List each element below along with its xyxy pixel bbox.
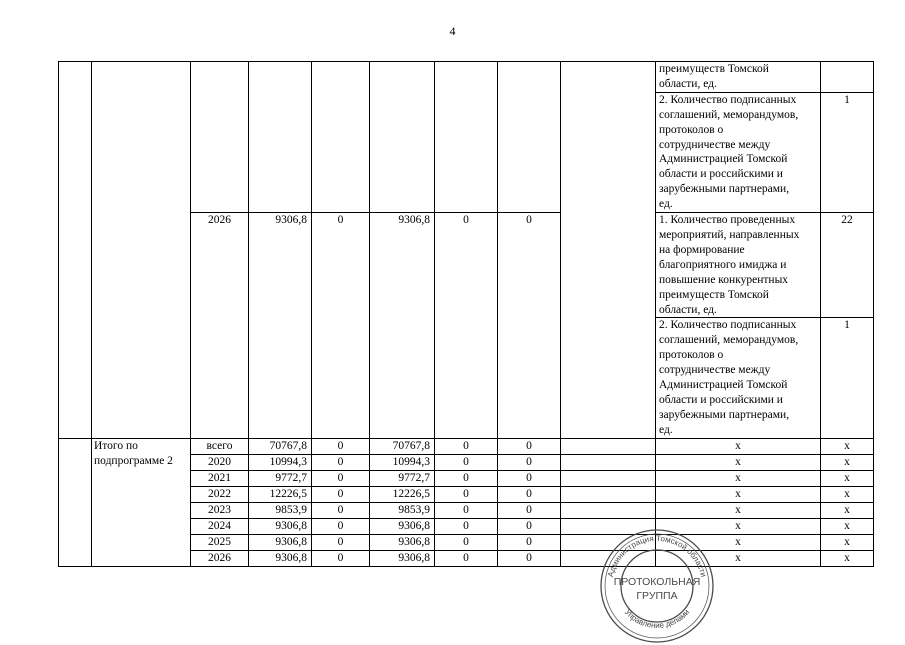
value-cell: 0 [435, 471, 498, 487]
total-cell: 9853,9 [249, 503, 312, 519]
cell-empty [561, 455, 656, 471]
indicator-value: 22 [821, 213, 874, 318]
svg-text:ПРОТОКОЛЬНАЯ: ПРОТОКОЛЬНАЯ [613, 576, 701, 588]
value-cell: 0 [498, 550, 561, 566]
cell-empty [561, 503, 656, 519]
year-cell: 2025 [191, 534, 249, 550]
total-cell: 9772,7 [249, 471, 312, 487]
value-cell: 12226,5 [370, 487, 435, 503]
cell-empty [92, 62, 191, 439]
value-cell: 9306,8 [370, 518, 435, 534]
upper-section [59, 62, 874, 439]
x-cell: x [656, 503, 821, 519]
indicator-text: 2. Количество подписанных соглашений, меморандумов, протоколов о сотрудничестве между Администрацией Томской области и российскими и зарубежными партнерами, ед. [656, 92, 821, 212]
summary-row [59, 439, 874, 455]
value-cell: 0 [435, 518, 498, 534]
x-cell: x [656, 487, 821, 503]
x-cell: x [656, 534, 821, 550]
cell-empty [59, 439, 92, 566]
budget-table [58, 61, 874, 567]
cell-empty [561, 487, 656, 503]
x-cell: x [656, 471, 821, 487]
x-cell: x [821, 550, 874, 566]
total-cell: 12226,5 [249, 487, 312, 503]
protocol-group-stamp [598, 527, 716, 645]
indicator-value [821, 62, 874, 93]
x-cell: x [656, 455, 821, 471]
cell-empty [561, 62, 656, 439]
value-cell: 0 [312, 518, 370, 534]
value-cell: 9306,8 [370, 534, 435, 550]
value-cell: 0 [498, 503, 561, 519]
value-cell: 0 [312, 471, 370, 487]
svg-text:Администрация Томской области: Администрация Томской области [605, 533, 709, 578]
year-cell: 2023 [191, 503, 249, 519]
value-cell: 0 [498, 534, 561, 550]
x-cell: x [821, 439, 874, 455]
value-cell: 0 [435, 439, 498, 455]
x-cell: x [656, 439, 821, 455]
indicator-value: 1 [821, 318, 874, 439]
x-cell: x [821, 487, 874, 503]
value-cell: 0 [312, 550, 370, 566]
value-cell: 9772,7 [370, 471, 435, 487]
cell-empty [561, 471, 656, 487]
value-cell: 0 [435, 487, 498, 503]
total-cell: 9306,8 [249, 213, 312, 439]
summary-label: Итого по подпрограмме 2 [92, 439, 191, 566]
year-cell: 2026 [191, 213, 249, 439]
indicator-text: 1. Количество проведенных мероприятий, направленных на формирование благоприятного имиджа и повышение конкурентных преимуществ Томской области, ед. [656, 213, 821, 318]
value-cell: 0 [498, 455, 561, 471]
x-cell: x [656, 518, 821, 534]
x-cell: x [821, 518, 874, 534]
value-cell: 0 [312, 213, 370, 439]
value-cell: 0 [435, 455, 498, 471]
value-cell: 0 [312, 487, 370, 503]
indicator-text: 2. Количество подписанных соглашений, меморандумов, протоколов о сотрудничестве между Администрацией Томской области и российскими и зарубежными партнерами, ед. [656, 318, 821, 439]
value-cell: 0 [312, 503, 370, 519]
value-cell: 0 [312, 455, 370, 471]
value-cell: 10994,3 [370, 455, 435, 471]
year-cell: всего [191, 439, 249, 455]
cell-empty [249, 62, 312, 213]
summary-section [59, 439, 874, 566]
value-cell: 9306,8 [370, 550, 435, 566]
total-cell: 9306,8 [249, 518, 312, 534]
value-cell: 9853,9 [370, 503, 435, 519]
svg-text:ГРУППА: ГРУППА [636, 590, 678, 602]
total-cell: 70767,8 [249, 439, 312, 455]
total-cell: 9306,8 [249, 534, 312, 550]
value-cell: 0 [498, 518, 561, 534]
cell-empty [59, 62, 92, 439]
x-cell: x [656, 550, 821, 566]
year-cell: 2024 [191, 518, 249, 534]
value-cell: 0 [498, 439, 561, 455]
page-number: 4 [449, 24, 456, 38]
year-cell: 2022 [191, 487, 249, 503]
value-cell: 0 [435, 213, 498, 439]
indicator-text: преимуществ Томской области, ед. [656, 62, 821, 93]
x-cell: x [821, 471, 874, 487]
value-cell: 0 [498, 471, 561, 487]
cell-empty [498, 62, 561, 213]
value-cell: 70767,8 [370, 439, 435, 455]
indicator-value: 1 [821, 92, 874, 212]
year-cell: 2026 [191, 550, 249, 566]
value-cell: 0 [498, 213, 561, 439]
x-cell: x [821, 503, 874, 519]
value-cell: 0 [498, 487, 561, 503]
cell-empty [191, 62, 249, 213]
cell-empty [370, 62, 435, 213]
value-cell: 9306,8 [370, 213, 435, 439]
value-cell: 0 [312, 439, 370, 455]
x-cell: x [821, 455, 874, 471]
year-cell: 2020 [191, 455, 249, 471]
total-cell: 9306,8 [249, 550, 312, 566]
total-cell: 10994,3 [249, 455, 312, 471]
value-cell: 0 [435, 503, 498, 519]
cell-empty [435, 62, 498, 213]
svg-text:Управление делами: Управление делами [622, 607, 692, 630]
cell-empty [312, 62, 370, 213]
x-cell: x [821, 534, 874, 550]
year-cell: 2021 [191, 471, 249, 487]
value-cell: 0 [312, 534, 370, 550]
value-cell: 0 [435, 550, 498, 566]
cell-empty [561, 439, 656, 455]
value-cell: 0 [435, 534, 498, 550]
